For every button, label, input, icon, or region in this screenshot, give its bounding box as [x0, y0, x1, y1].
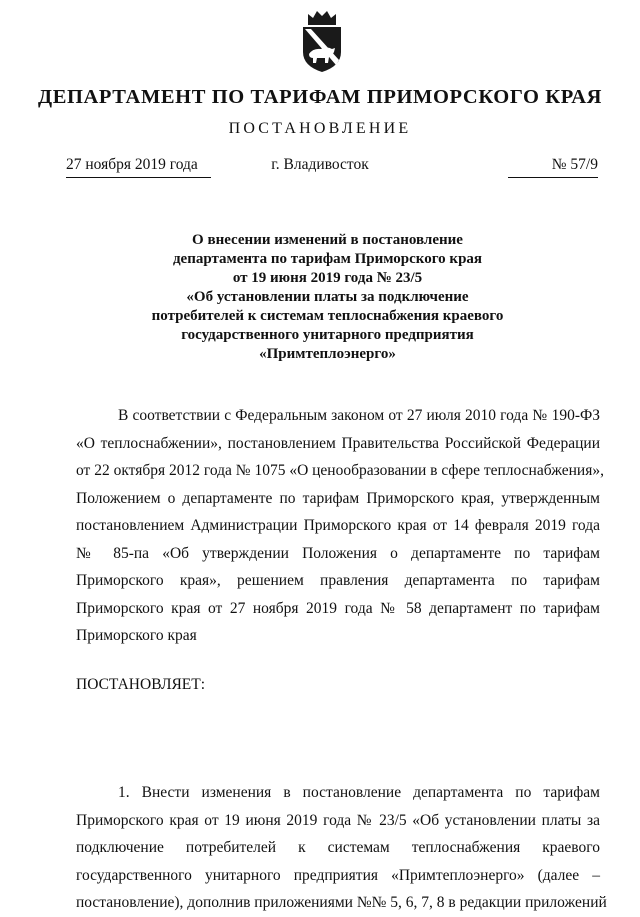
preamble-line: Приморского края — [76, 627, 197, 644]
preamble-paragraph — [76, 402, 604, 650]
subject-line: «Примтеплоэнерго» — [259, 346, 396, 362]
subject-line: «Об установлении платы за подключение — [186, 289, 469, 305]
item-line: постановление), дополнив приложениями №№ 5, 6, 7, 8 в редакции приложений — [76, 894, 607, 911]
item-1-paragraph — [76, 779, 607, 917]
subject-line: от 19 июня 2019 года № 23/5 — [232, 270, 423, 286]
item-line: Приморского края от 19 июня 2019 года № 23/5 «Об установлении платы за — [76, 811, 600, 829]
item-line: подключение потребителей к системам теплоснабжения краевого — [76, 839, 600, 856]
coat-of-arms-icon — [299, 8, 345, 74]
preamble-line: постановлением Администрации Приморского края от 14 февраля 2019 года — [76, 517, 600, 534]
preamble-line: Приморского края от 27 ноября 2019 года № 58 департамент по тарифам — [76, 599, 600, 617]
preamble-line: Положением о департаменте по тарифам Приморского края, утвержденным — [76, 489, 600, 507]
document-type: ПОСТАНОВЛЕНИЕ — [228, 120, 412, 137]
subject-line: департамента по тарифам Приморского края — [172, 251, 483, 267]
preamble-line: «О теплоснабжении», постановлением Правительства Российской Федерации — [76, 434, 600, 452]
document-date: 27 ноября 2019 года — [66, 156, 211, 178]
resolves-heading: ПОСТАНОВЛЯЕТ: — [76, 676, 206, 693]
preamble-line: В соответствии с Федеральным законом от 27 июля 2010 года № 190-ФЗ — [118, 407, 600, 424]
department-title: ДЕПАРТАМЕНТ ПО ТАРИФАМ ПРИМОРСКОГО КРАЯ — [37, 86, 603, 108]
preamble-line: № 85-па «Об утверждении Положения о департаменте по тарифам — [76, 544, 600, 562]
subject-line: государственного унитарного предприятия — [181, 327, 474, 343]
subject-line: О внесении изменений в постановление — [192, 232, 463, 248]
document-city: г. Владивосток — [271, 156, 369, 173]
item-line: государственного унитарного предприятия «Примтеплоэнерго» (далее – — [76, 866, 600, 884]
document-subject — [140, 231, 515, 364]
document-number: № 57/9 — [508, 156, 598, 178]
subject-line: потребителей к системам теплоснабжения краевого — [151, 308, 504, 324]
preamble-line: Приморского края», решением правления департамента по тарифам — [76, 572, 600, 589]
item-line: 1. Внести изменения в постановление департамента по тарифам — [118, 784, 600, 801]
preamble-line: от 22 октября 2012 года № 1075 «О ценообразовании в сфере теплоснабжения», — [76, 462, 604, 479]
